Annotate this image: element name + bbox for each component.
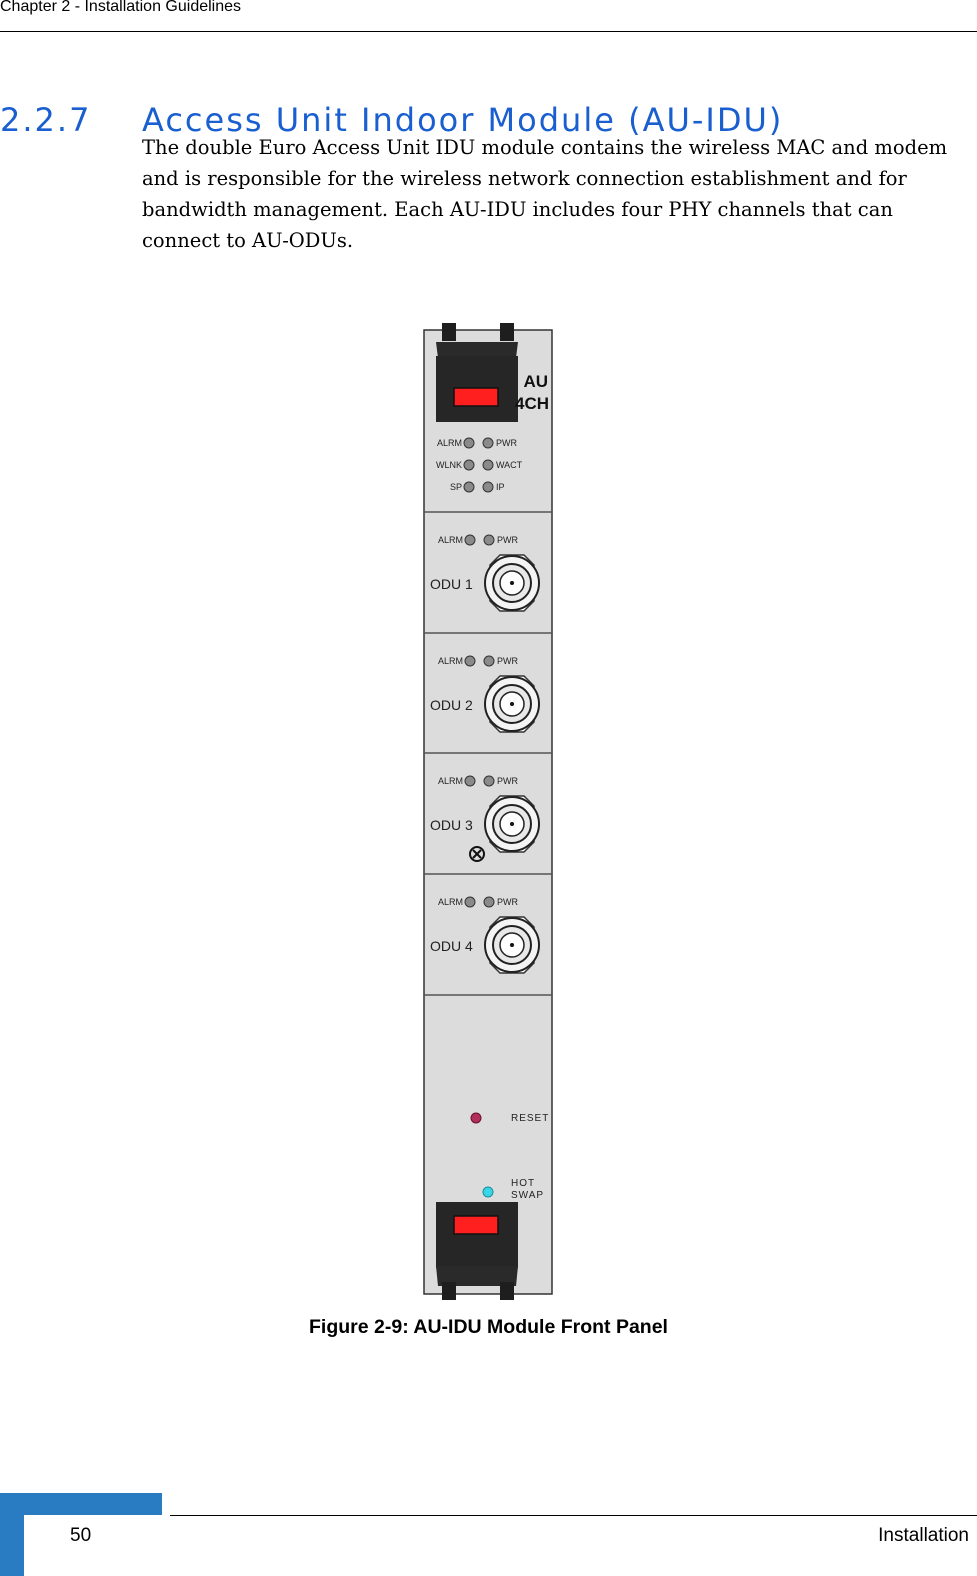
- led-pwr: [483, 438, 493, 448]
- coax-connector: [485, 676, 539, 732]
- coax-connector: [485, 555, 539, 611]
- odu-alrm-led: [465, 656, 475, 666]
- footer-section-name: Installation: [878, 1525, 969, 1546]
- running-header: Chapter 2 - Installation Guidelines: [0, 0, 242, 15]
- footer-rule: [170, 1515, 977, 1516]
- led-ip: [483, 482, 493, 492]
- led-label-sp: SP: [449, 482, 462, 492]
- hot-swap-label-line1: HOT: [511, 1178, 536, 1189]
- bottom-latch-button: [454, 1216, 498, 1234]
- screw-icon: [470, 847, 484, 861]
- odu-alrm-led: [465, 535, 475, 545]
- led-wact: [483, 460, 493, 470]
- top-latch-button: [454, 388, 498, 406]
- odu-pwr-label: PWR: [497, 776, 518, 786]
- led-label-wlnk: WLNK: [435, 460, 462, 470]
- led-label-pwr: PWR: [496, 438, 517, 448]
- odu-alrm-label: ALRM: [437, 535, 463, 545]
- hot-swap-led: [483, 1187, 493, 1197]
- odu-pwr-label: PWR: [497, 897, 518, 907]
- footer-accent-bar-vertical: [0, 1493, 24, 1576]
- odu-port-label: ODU 1: [430, 576, 473, 592]
- section-title: Access Unit Indoor Module (AU-IDU): [142, 100, 784, 139]
- footer-accent-bar: [0, 1493, 162, 1515]
- model-label-line1: AU: [523, 372, 548, 391]
- au-idu-front-panel: [418, 320, 558, 1302]
- led-label-ip: IP: [496, 482, 505, 492]
- odu-alrm-label: ALRM: [437, 656, 463, 666]
- reset-label: RESET: [511, 1113, 550, 1124]
- coax-connector: [485, 917, 539, 973]
- odu-pwr-led: [484, 897, 494, 907]
- hot-swap-label-line2: SWAP: [511, 1190, 545, 1201]
- odu-pwr-label: PWR: [497, 535, 518, 545]
- led-sp: [464, 482, 474, 492]
- led-label-wact: WACT: [496, 460, 523, 470]
- coax-connector: [485, 796, 539, 852]
- odu-alrm-led: [465, 776, 475, 786]
- header-rule: [0, 31, 977, 32]
- section-paragraph: The double Euro Access Unit IDU module contains the wireless MAC and modem and is responsible for the wireless network connection establishment and for bandwidth management. Each AU-IDU includes four PHY channels that can connect to AU-ODUs.: [142, 136, 948, 252]
- odu-port-label: ODU 3: [430, 817, 473, 833]
- figure-caption: Figure 2-9: AU-IDU Module Front Panel: [309, 1316, 668, 1338]
- odu-alrm-led: [465, 897, 475, 907]
- odu-pwr-led: [484, 776, 494, 786]
- model-label-line2: 4CH: [514, 394, 549, 413]
- odu-port-label: ODU 2: [430, 697, 473, 713]
- odu-alrm-label: ALRM: [437, 776, 463, 786]
- odu-port-label: ODU 4: [430, 938, 473, 954]
- odu-pwr-label: PWR: [497, 656, 518, 666]
- reset-led: [471, 1113, 481, 1123]
- bottom-ejector-handle: [436, 1202, 518, 1300]
- odu-alrm-label: ALRM: [437, 897, 463, 907]
- led-alrm: [464, 438, 474, 448]
- odu-pwr-led: [484, 656, 494, 666]
- section-number: 2.2.7: [0, 100, 92, 139]
- page-number: 50: [70, 1525, 92, 1546]
- led-label-alrm: ALRM: [436, 438, 462, 448]
- odu-pwr-led: [484, 535, 494, 545]
- led-wlnk: [464, 460, 474, 470]
